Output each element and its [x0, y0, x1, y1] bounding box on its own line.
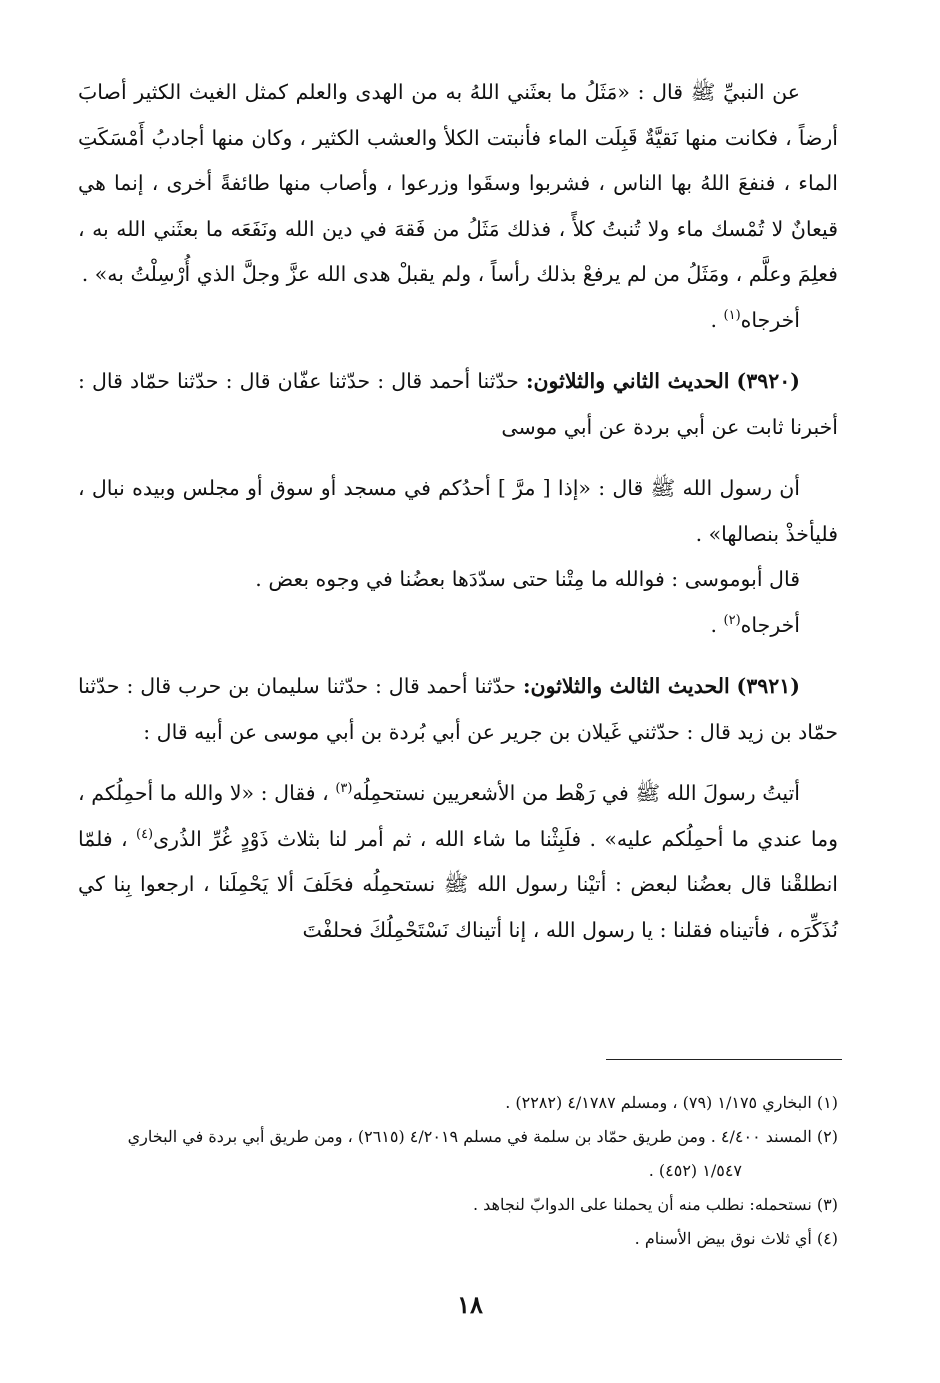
footnote-3: (٣) نستحمله: نطلب منه أن يحملنا على الدوابّ لنجاهد . [472, 1195, 838, 1214]
footnote-4: (٤) أي ثلاث نوق بيض الأسنام . [634, 1229, 838, 1248]
hadith-text-1-body: عن النبيِّ ﷺ قال : «مَثَلُ ما بعثَني اللهُ به من الهدى والعلم كمثل الغيث الكثير أصابَ أرضاً ، فكانت منها نَقيَّةٌ قَبِلَت الماء فأنبتت الكلأ والعشب الكثير ، وكان منها أجادبُ أَمْسَكَتِ الماء ، فنفعَ اللهُ بها الناس ، فشربوا وسقَوا وزرعوا ، وأصاب منها طائفةً أخرى ، إنما هي قيعانٌ لا تُمْسك ماء ولا تُنبتُ كلأً ، فذلك مَثَلُ من فَقهَ في دين الله ونَفَعَه ما بعثَني الله به ، فعلِمَ وعلَّم ، ومَثَلُ من لم يرفعْ بذلك رأساً ، ولم يقبلْ هدى الله عزَّ وجلَّ الذي أُرْسِلْتُ به» . [78, 80, 838, 286]
footnote-ref-2: (٢) [723, 612, 741, 628]
footnote-separator [606, 1059, 842, 1060]
hadith-heading-3921 [78, 664, 838, 755]
hadith-number: (٣٩٢٠) [736, 369, 800, 393]
hadith-isnad: حدّثنا أحمد قال : حدّثنا سليمان بن حرب قال : حدّثنا حمّاد بن زيد قال : حدّثني غَيلان بن جرير عن أبي بُردة بن أبي موسى عن أبيه قال : [78, 674, 838, 744]
footnote-1: (١) البخاري ١/١٧٥ (٧٩) ، ومسلم ٤/١٧٨٧ (٢٢٨٢) . [505, 1093, 838, 1112]
page-number: ١٨ [457, 1290, 483, 1319]
hadith-text-3: قال أبوموسى : فوالله ما مِتْنا حتى سدّدَها بعضُنا في وجوه بعض . [255, 567, 800, 591]
hadith-text-1 [78, 70, 838, 298]
footnote-2-continued: ١/٥٤٧ (٤٥٢) . [648, 1161, 742, 1180]
hadith-number: (٣٩٢١) [736, 674, 800, 698]
footnotes [78, 1086, 838, 1256]
footnote-ref-1: (١) [723, 307, 741, 323]
takhrij-line-2: أخرجاه$^{(٢)}$ . [710, 612, 800, 637]
main-text [78, 70, 838, 953]
hadith-text-2: أن رسول الله ﷺ قال : «إذا [ مرَّ ] أحدُكم في مسجد أو سوق أو مجلس وبيده نبال ، فليأخذْ بنصالها» . [78, 476, 838, 546]
hadith-text-4: أتيتُ رسولَ الله ﷺ في رَهْط من الأشعريين نستحمِلُه$^{(٣)}$ ، فقال : «لا والله ما أحمِلُكم ، وما عندي ما أحمِلُكم عليه» . فلَبِثْنا ما شاء الله ، ثم أمر لنا بثلاث ذَوْدٍ غُرِّ الذُرى$^{(٤)}$ ، فلمّا انطلقْنا قال بعضُنا لبعض : أتيْنا رسول الله ﷺ نستحمِلُه فحَلَفَ ألا يَحْمِلَنا ، ارجعوا بِنا كي نُذَكِّرَه ، فأتيناه فقلنا : يا رسول الله ، إنا أتيناك نَسْتَحْمِلُكَ فحلفْتَ [78, 781, 838, 942]
footnote-ref-3: (٣) [335, 781, 353, 797]
hadith-heading-3920 [78, 359, 838, 450]
footnote-ref-4: (٤) [135, 826, 154, 842]
hadith-title: الحديث الثاني والثلاثون: [525, 369, 730, 393]
hadith-isnad: حدّثنا أحمد قال : حدّثنا عفّان قال : حدّثنا حمّاد قال : أخبرنا ثابت عن أبي بردة عن أبي موسى [78, 369, 838, 439]
takhrij-line-1: أخرجاه$^{(١)}$ . [710, 307, 800, 332]
footnote-2: (٢) المسند ٤/٤٠٠ . ومن طريق حمّاد بن سلمة في مسلم ٤/٢٠١٩ (٢٦١٥) ، ومن طريق أبي بردة في البخاري [127, 1127, 838, 1146]
hadith-title: الحديث الثالث والثلاثون: [522, 674, 730, 698]
